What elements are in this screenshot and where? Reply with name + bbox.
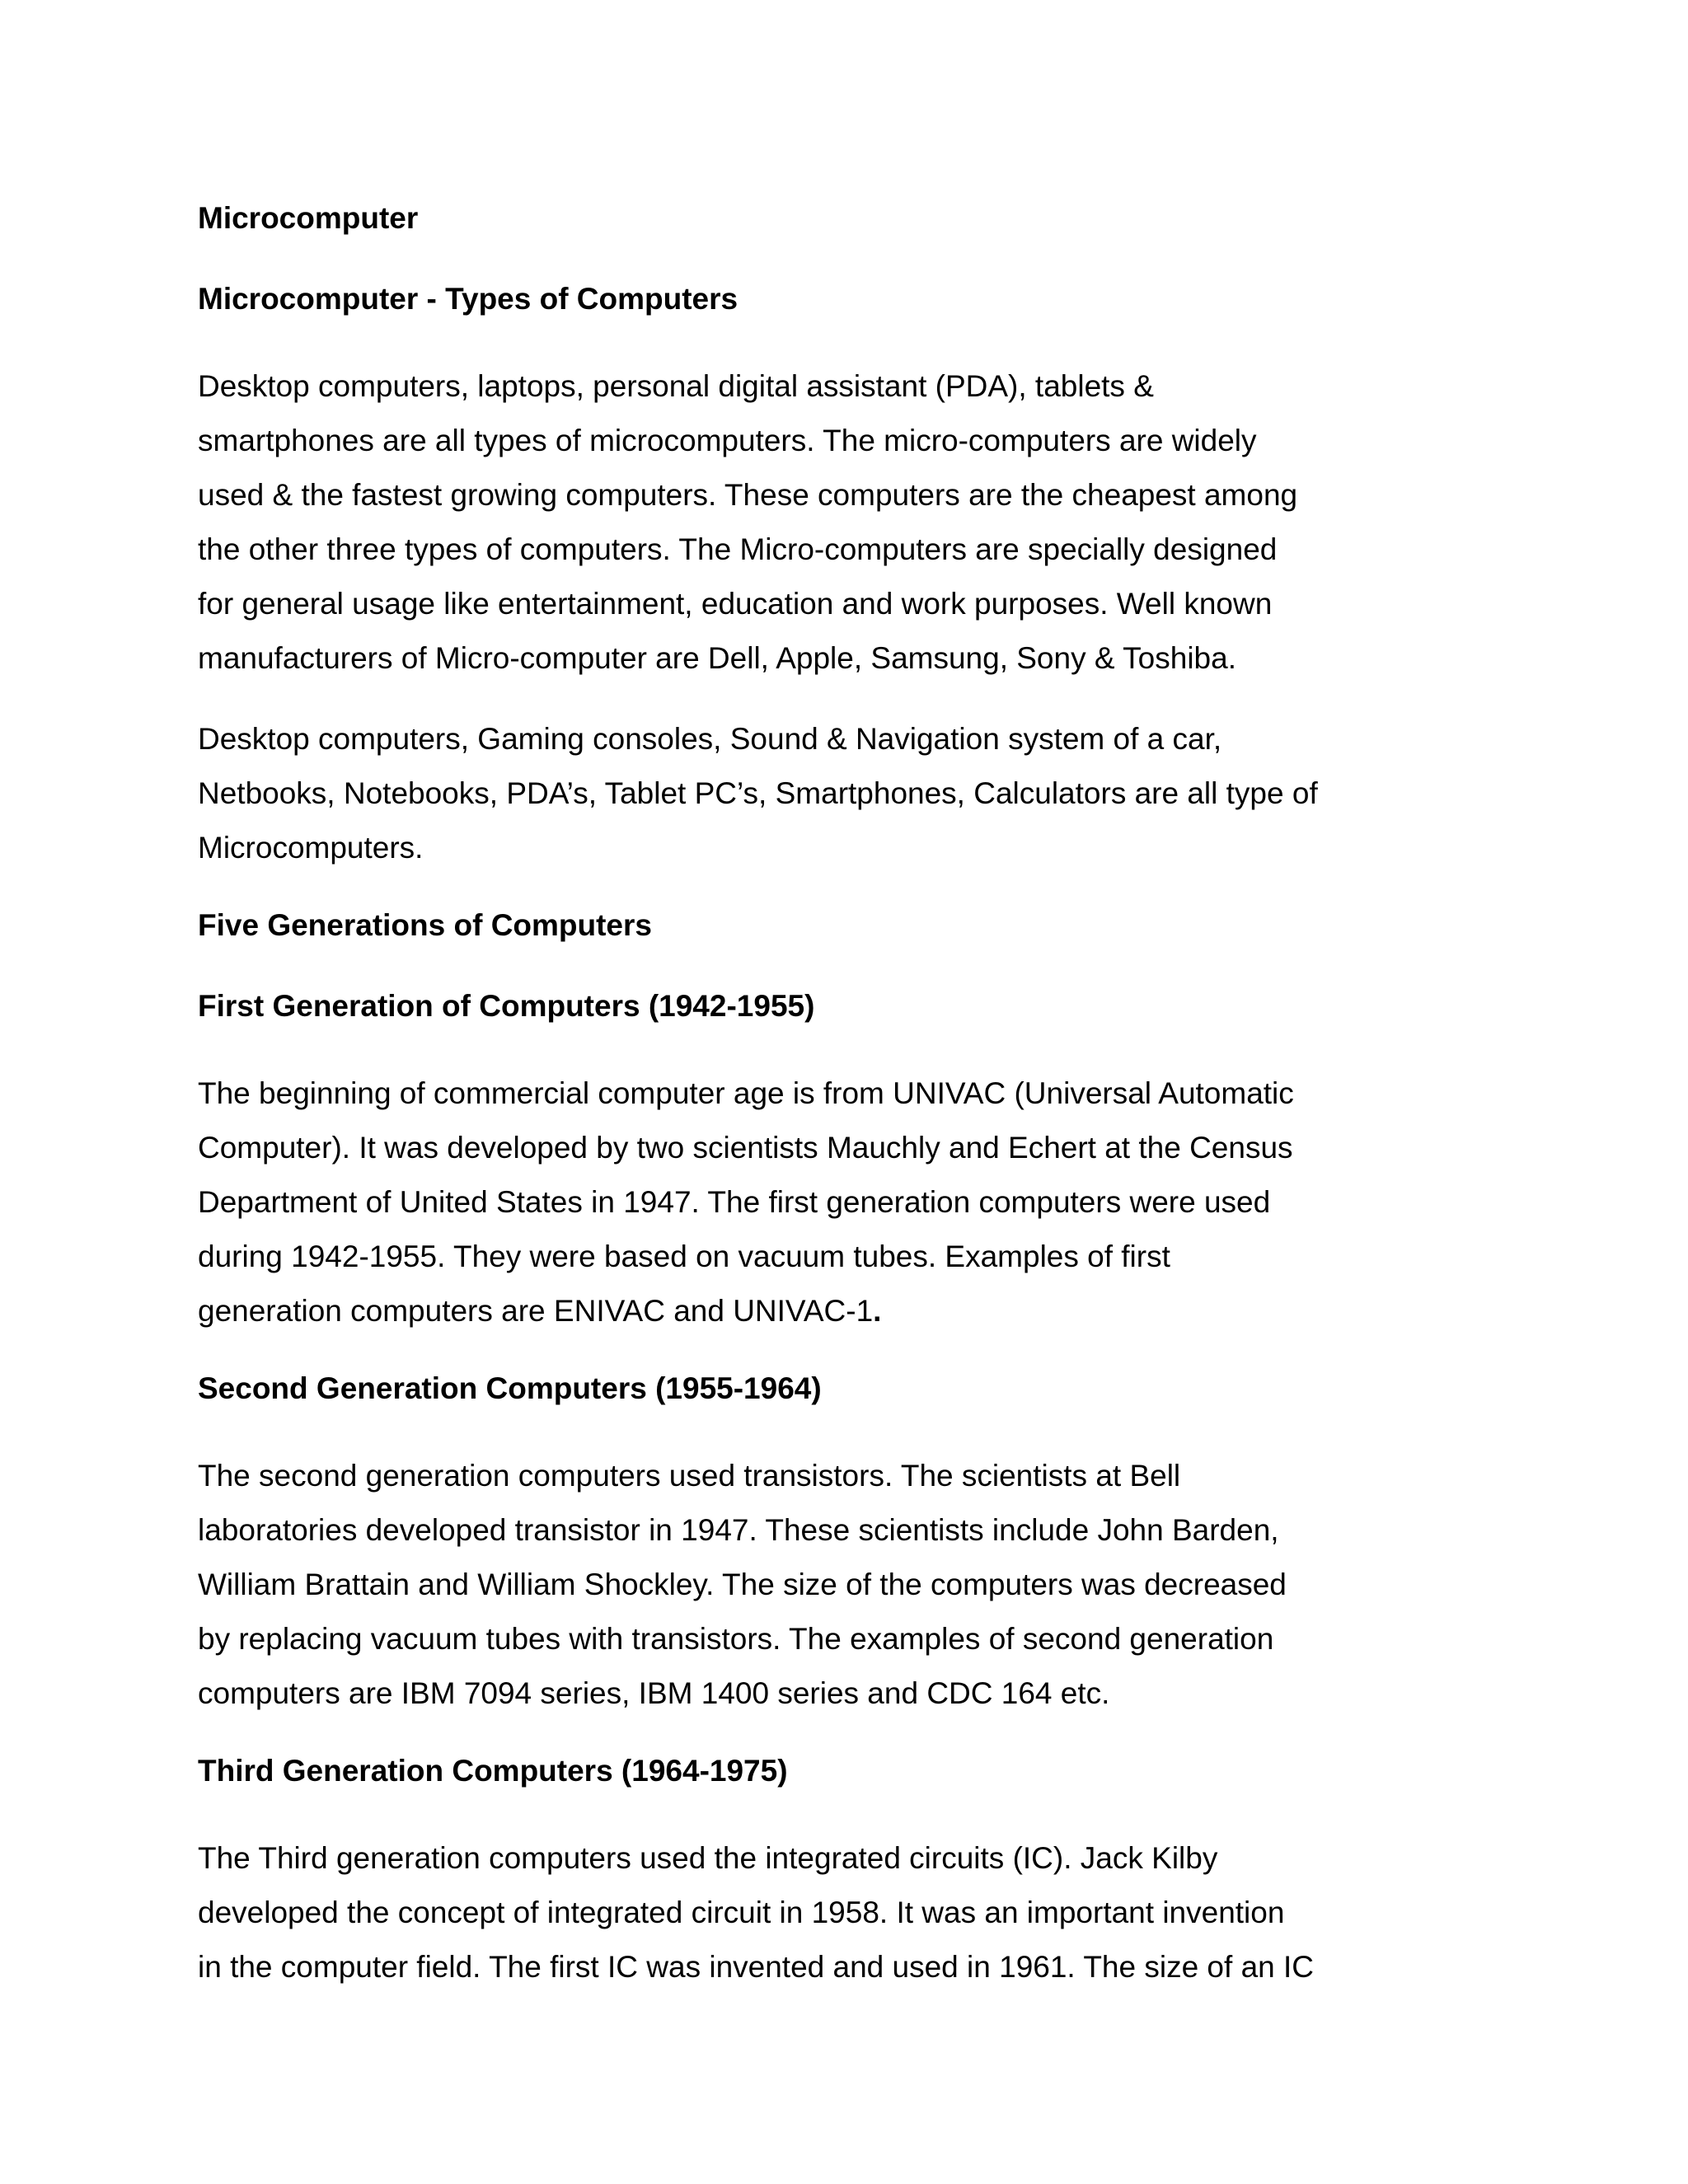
text-line: in the computer field. The first IC was invented and used in 1961. The size of an IC bbox=[198, 1950, 1315, 1984]
text-line: developed the concept of integrated circuit in 1958. It was an important invention bbox=[198, 1896, 1285, 1929]
text-fragment: generation computers are ENIVAC and UNIVAC-1 bbox=[198, 1294, 874, 1328]
text-line: Netbooks, Notebooks, PDA’s, Tablet PC’s, Smartphones, Calculators are all type of bbox=[198, 776, 1318, 810]
text-line: William Brattain and William Shockley. The size of the computers was decreased bbox=[198, 1568, 1287, 1601]
paragraph-first-generation bbox=[198, 1066, 1484, 1338]
text-line: Desktop computers, laptops, personal digital assistant (PDA), tablets & bbox=[198, 369, 1154, 403]
text-line: Desktop computers, Gaming consoles, Sound & Navigation system of a car, bbox=[198, 722, 1222, 756]
paragraph-third-generation bbox=[198, 1831, 1484, 1994]
text-line: computers are IBM 7094 series, IBM 1400 series and CDC 164 etc. bbox=[198, 1676, 1110, 1710]
text-line: Microcomputers. bbox=[198, 831, 424, 865]
heading-first-generation: First Generation of Computers (1942-1955) bbox=[198, 989, 815, 1023]
text-line: the other three types of computers. The Micro-computers are specially designed bbox=[198, 532, 1278, 566]
bold-period: . bbox=[873, 1294, 882, 1328]
text-line: by replacing vacuum tubes with transistors. The examples of second generation bbox=[198, 1622, 1274, 1656]
text-line: The second generation computers used transistors. The scientists at Bell bbox=[198, 1459, 1181, 1493]
text-line: Department of United States in 1947. The first generation computers were used bbox=[198, 1185, 1271, 1219]
text-line: manufacturers of Micro-computer are Dell, Apple, Samsung, Sony & Toshiba. bbox=[198, 641, 1236, 675]
paragraph-microcomputer-examples bbox=[198, 712, 1484, 875]
heading-second-generation: Second Generation Computers (1955-1964) bbox=[198, 1371, 822, 1405]
text-line: The Third generation computers used the integrated circuits (IC). Jack Kilby bbox=[198, 1841, 1218, 1875]
document-page bbox=[198, 198, 1484, 2021]
section-heading-generations: Five Generations of Computers bbox=[198, 908, 652, 942]
text-line: The beginning of commercial computer age is from UNIVAC (Universal Automatic bbox=[198, 1076, 1294, 1110]
paragraph-second-generation bbox=[198, 1449, 1484, 1721]
text-line: used & the fastest growing computers. These computers are the cheapest among bbox=[198, 478, 1298, 512]
heading-third-generation: Third Generation Computers (1964-1975) bbox=[198, 1754, 788, 1788]
text-line-last bbox=[198, 1284, 1484, 1338]
text-line: for general usage like entertainment, education and work purposes. Well known bbox=[198, 587, 1273, 621]
text-line: smartphones are all types of microcomputers. The micro-computers are widely bbox=[198, 424, 1257, 457]
text-line: during 1942-1955. They were based on vacuum tubes. Examples of first bbox=[198, 1240, 1170, 1273]
paragraph-microcomputer-types bbox=[198, 359, 1484, 686]
document-title: Microcomputer bbox=[198, 201, 419, 235]
section-heading-types: Microcomputer - Types of Computers bbox=[198, 282, 738, 316]
text-line: laboratories developed transistor in 1947. These scientists include John Barden, bbox=[198, 1513, 1279, 1547]
text-line: Computer). It was developed by two scientists Mauchly and Echert at the Census bbox=[198, 1131, 1293, 1165]
